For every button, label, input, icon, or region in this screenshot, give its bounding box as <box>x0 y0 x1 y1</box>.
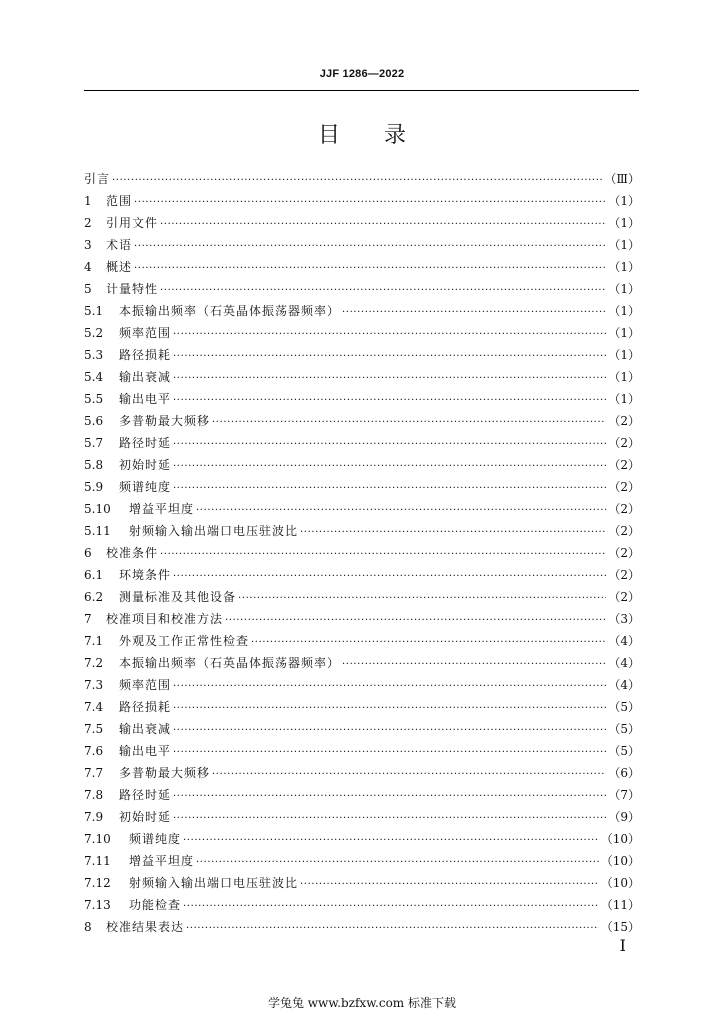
toc-entry-page: （2） <box>608 414 640 428</box>
toc-entry-label: 输出电平 <box>119 392 172 406</box>
toc-entry-label: 本振输出频率（石英晶体振荡器频率） <box>119 304 341 318</box>
toc-entry[interactable] <box>84 410 640 432</box>
toc-entry-label: 计量特性 <box>106 282 159 296</box>
toc-leader-dots <box>173 718 606 740</box>
toc-entry-page: （2） <box>608 502 640 516</box>
toc-entry[interactable] <box>84 432 640 454</box>
toc-leader-dots <box>173 454 606 476</box>
toc-entry-label: 测量标准及其他设备 <box>119 590 237 604</box>
toc-entry-label: 输出衰减 <box>119 722 172 736</box>
toc-entry-page: （1） <box>608 304 640 318</box>
toc-leader-dots <box>300 520 606 542</box>
toc-entry[interactable] <box>84 696 640 718</box>
toc-leader-dots <box>196 498 606 520</box>
toc-entry-number: 7.1 <box>84 634 104 648</box>
toc-entry-number: 3 <box>84 238 92 252</box>
header-rule <box>84 90 639 91</box>
toc-entry[interactable] <box>84 344 640 366</box>
toc-entry-label: 概述 <box>106 260 133 274</box>
toc-entry-label: 路径时延 <box>119 436 172 450</box>
footer-watermark: 学兔兔 www.bzfxw.com 标准下载 <box>267 996 457 1010</box>
toc-entry[interactable] <box>84 256 640 278</box>
toc-entry-number: 5.9 <box>84 480 104 494</box>
toc-entry[interactable] <box>84 740 640 762</box>
toc-leader-dots <box>173 696 606 718</box>
toc-leader-dots <box>134 190 606 212</box>
toc-entry-page: （1） <box>608 216 640 230</box>
toc-leader-dots <box>134 256 606 278</box>
toc-entry-label: 增益平坦度 <box>129 502 195 516</box>
toc-entry-number: 7.7 <box>84 766 104 780</box>
toc-entry-page: （2） <box>608 480 640 494</box>
toc-entry-page: （5） <box>608 744 640 758</box>
toc-entry[interactable] <box>84 476 640 498</box>
toc-leader-dots <box>173 564 606 586</box>
toc-entry[interactable] <box>84 608 640 630</box>
toc-leader-dots <box>342 652 606 674</box>
toc-leader-dots <box>183 894 599 916</box>
toc-entry[interactable] <box>84 234 640 256</box>
toc-entry-page: （4） <box>608 634 640 648</box>
toc-entry-page: （10） <box>600 832 640 846</box>
toc-entry[interactable] <box>84 630 640 652</box>
toc-entry[interactable] <box>84 212 640 234</box>
toc-entry-page: （2） <box>608 568 640 582</box>
toc-entry-page: （1） <box>608 348 640 362</box>
toc-entry[interactable] <box>84 366 640 388</box>
toc-entry-number: 7.11 <box>84 854 111 868</box>
toc-entry[interactable] <box>84 278 640 300</box>
toc-entry-label: 输出电平 <box>119 744 172 758</box>
toc-leader-dots <box>212 410 606 432</box>
toc-leader-dots <box>173 388 606 410</box>
toc-entry-number: 7.9 <box>84 810 104 824</box>
toc-entry-page: （1） <box>608 326 640 340</box>
toc-entry-number: 5 <box>84 282 92 296</box>
toc-entry-label: 频率范围 <box>119 678 172 692</box>
toc-title: 目录 <box>317 123 450 148</box>
toc-entry-label: 射频输入输出端口电压驻波比 <box>129 524 299 538</box>
toc-entry-page: （1） <box>608 392 640 406</box>
toc-entry-label: 引言 <box>84 172 111 186</box>
toc-entry[interactable] <box>84 322 640 344</box>
toc-entry-page: （6） <box>608 766 640 780</box>
toc-entry-page: （2） <box>608 524 640 538</box>
toc-entry-page: （2） <box>608 436 640 450</box>
page-number: Ⅰ <box>619 936 626 955</box>
toc-leader-dots <box>173 322 606 344</box>
toc-entry-label: 路径时延 <box>119 788 172 802</box>
toc-entry-number: 5.4 <box>84 370 104 384</box>
toc-entry-number: 7 <box>84 612 92 626</box>
toc-entry-label: 引用文件 <box>106 216 159 230</box>
toc-entry-label: 路径损耗 <box>119 700 172 714</box>
toc-entry-number: 5.6 <box>84 414 104 428</box>
toc-entry-number: 7.3 <box>84 678 104 692</box>
toc-entry[interactable] <box>84 718 640 740</box>
toc-entry-label: 频谱纯度 <box>129 832 182 846</box>
toc-entry-label: 环境条件 <box>119 568 172 582</box>
toc-entry-number: 7.5 <box>84 722 104 736</box>
toc-leader-dots <box>160 542 606 564</box>
toc-entry-label: 初始时延 <box>119 458 172 472</box>
toc-entry[interactable] <box>84 388 640 410</box>
toc-entry-number: 6 <box>84 546 92 560</box>
toc-entry-label: 多普勒最大频移 <box>119 766 211 780</box>
toc-entry-number: 7.6 <box>84 744 104 758</box>
document-code-header: JJF 1286—2022 <box>319 68 405 80</box>
toc-entry-number: 7.12 <box>84 876 111 890</box>
toc-entry-number: 5.8 <box>84 458 104 472</box>
toc-leader-dots <box>183 828 599 850</box>
toc-entry-label: 校准结果表达 <box>106 920 185 934</box>
toc-entry-label: 频谱纯度 <box>119 480 172 494</box>
toc-entry-number: 4 <box>84 260 92 274</box>
toc-entry-number: 5.2 <box>84 326 104 340</box>
toc-leader-dots <box>173 806 606 828</box>
toc-entry-number: 5.5 <box>84 392 104 406</box>
toc-entry-label: 本振输出频率（石英晶体振荡器频率） <box>119 656 341 670</box>
toc-leader-dots <box>225 608 606 630</box>
toc-entry-label: 外观及工作正常性检查 <box>119 634 250 648</box>
toc-entry[interactable] <box>84 498 640 520</box>
toc-entry[interactable] <box>84 674 640 696</box>
toc-leader-dots <box>300 872 599 894</box>
toc-entry[interactable] <box>84 828 640 850</box>
toc-leader-dots <box>134 234 606 256</box>
toc-entry-number: 5.7 <box>84 436 104 450</box>
toc-entry-number: 8 <box>84 920 92 934</box>
toc-entry-page: （1） <box>608 260 640 274</box>
toc-leader-dots <box>112 168 602 190</box>
toc-leader-dots <box>173 344 606 366</box>
toc-entry-number: 6.1 <box>84 568 104 582</box>
toc-leader-dots <box>173 784 606 806</box>
table-of-contents <box>84 168 640 938</box>
toc-leader-dots <box>173 432 606 454</box>
toc-entry[interactable] <box>84 586 640 608</box>
toc-entry-label: 术语 <box>106 238 133 252</box>
toc-entry-page: （7） <box>608 788 640 802</box>
toc-entry[interactable] <box>84 850 640 872</box>
toc-entry-page: （9） <box>608 810 640 824</box>
toc-entry-page: （10） <box>600 854 640 868</box>
toc-leader-dots <box>160 212 606 234</box>
toc-entry-number: 5.10 <box>84 502 111 516</box>
toc-entry-number: 5.3 <box>84 348 104 362</box>
toc-entry-number: 7.10 <box>84 832 111 846</box>
toc-entry-label: 校准条件 <box>106 546 159 560</box>
toc-entry-page: （10） <box>600 876 640 890</box>
toc-entry-page: （11） <box>600 898 640 912</box>
toc-entry-number: 7.8 <box>84 788 104 802</box>
toc-entry-number: 7.2 <box>84 656 104 670</box>
toc-entry-page: （1） <box>608 194 640 208</box>
toc-entry-page: （3） <box>608 612 640 626</box>
toc-entry[interactable] <box>84 168 640 190</box>
toc-leader-dots <box>173 740 606 762</box>
toc-leader-dots <box>196 850 599 872</box>
toc-entry-page: （15） <box>600 920 640 934</box>
toc-entry[interactable] <box>84 520 640 542</box>
toc-entry-label: 多普勒最大频移 <box>119 414 211 428</box>
toc-entry-label: 初始时延 <box>119 810 172 824</box>
toc-entry-page: （2） <box>608 458 640 472</box>
toc-entry-label: 功能检查 <box>129 898 182 912</box>
toc-leader-dots <box>186 916 599 938</box>
toc-entry-page: （1） <box>608 370 640 384</box>
toc-entry[interactable] <box>84 190 640 212</box>
toc-entry[interactable] <box>84 300 640 322</box>
toc-entry-page: （2） <box>608 546 640 560</box>
toc-entry[interactable] <box>84 454 640 476</box>
toc-entry-number: 2 <box>84 216 92 230</box>
toc-entry-page: （5） <box>608 700 640 714</box>
toc-entry[interactable] <box>84 542 640 564</box>
toc-entry[interactable] <box>84 872 640 894</box>
toc-entry[interactable] <box>84 564 640 586</box>
toc-entry[interactable] <box>84 894 640 916</box>
toc-entry-page: （2） <box>608 590 640 604</box>
toc-entry-number: 1 <box>84 194 92 208</box>
toc-entry[interactable] <box>84 762 640 784</box>
toc-entry[interactable] <box>84 916 640 938</box>
toc-entry-page: （1） <box>608 238 640 252</box>
toc-leader-dots <box>342 300 606 322</box>
toc-entry-page: （4） <box>608 678 640 692</box>
toc-entry-label: 路径损耗 <box>119 348 172 362</box>
toc-entry-label: 校准项目和校准方法 <box>106 612 224 626</box>
toc-entry[interactable] <box>84 784 640 806</box>
toc-entry-label: 射频输入输出端口电压驻波比 <box>129 876 299 890</box>
toc-leader-dots <box>173 366 606 388</box>
toc-entry-label: 范围 <box>106 194 133 208</box>
toc-leader-dots <box>238 586 606 608</box>
toc-entry-number: 7.13 <box>84 898 111 912</box>
toc-entry-label: 输出衰减 <box>119 370 172 384</box>
toc-entry[interactable] <box>84 806 640 828</box>
toc-entry-page: （4） <box>608 656 640 670</box>
toc-entry-number: 5.1 <box>84 304 104 318</box>
toc-leader-dots <box>173 476 606 498</box>
toc-leader-dots <box>251 630 606 652</box>
toc-entry-label: 频率范围 <box>119 326 172 340</box>
toc-entry-page: （5） <box>608 722 640 736</box>
toc-leader-dots <box>173 674 606 696</box>
toc-entry-page: （Ⅲ） <box>604 172 640 186</box>
toc-entry-number: 7.4 <box>84 700 104 714</box>
toc-entry-number: 5.11 <box>84 524 111 538</box>
toc-entry[interactable] <box>84 652 640 674</box>
toc-entry-number: 6.2 <box>84 590 104 604</box>
toc-entry-label: 增益平坦度 <box>129 854 195 868</box>
toc-entry-page: （1） <box>608 282 640 296</box>
toc-leader-dots <box>160 278 606 300</box>
toc-leader-dots <box>212 762 606 784</box>
